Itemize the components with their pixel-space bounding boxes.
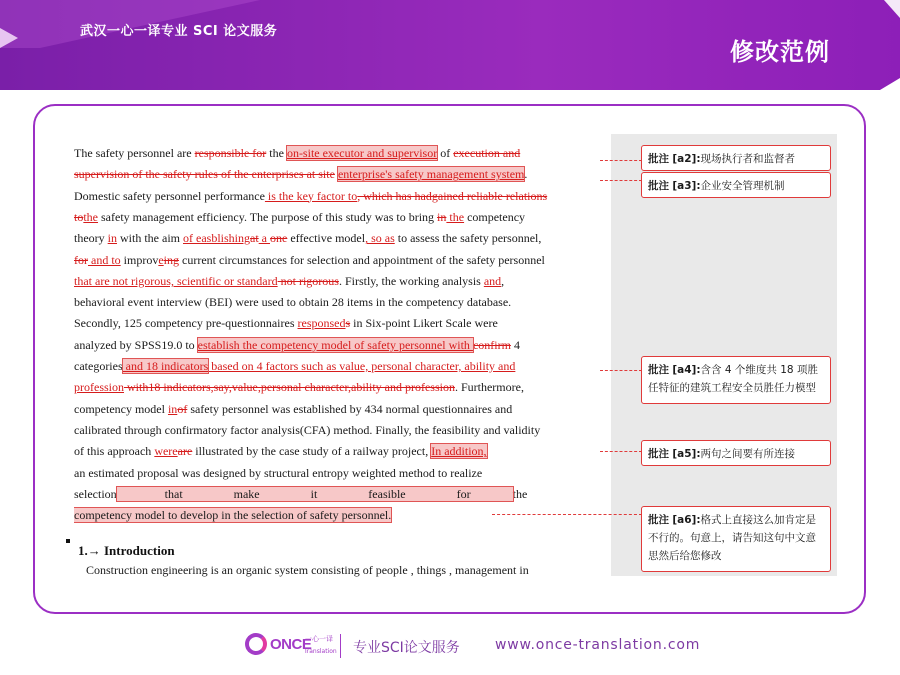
comment-leader (600, 160, 642, 161)
document-line (74, 229, 604, 247)
inserted-text: were (154, 444, 178, 459)
comment-a3[interactable] (641, 172, 831, 198)
logo-text: ONCE (270, 636, 312, 653)
logo-subtitle: Translation (304, 648, 337, 655)
comment-a5[interactable] (641, 440, 831, 466)
document-body (72, 136, 612, 522)
document-line (74, 165, 604, 183)
body-text: Secondly, 125 competency pre-questionnaires (74, 316, 298, 331)
document-line (74, 506, 604, 524)
inserted-text: that make it feasible for (116, 486, 513, 501)
inserted-text: the (446, 209, 465, 224)
inserted-text: based on 4 factors such as value, personal character, ability and (208, 359, 516, 373)
document-line (74, 272, 604, 290)
body-text: . Firstly, the working analysis (338, 273, 484, 288)
deleted-text: one (270, 231, 288, 246)
inserted-text: , so as (365, 231, 395, 246)
document-line (74, 421, 604, 439)
comment-label: 批注 (648, 514, 669, 526)
deleted-text: ing (163, 252, 180, 267)
body-text: The safety personnel are (74, 146, 195, 160)
document-line (74, 251, 604, 269)
bullet-marker (66, 539, 70, 543)
body-text: 4 (510, 337, 520, 352)
comment-leader (600, 370, 642, 371)
body-text: , (501, 273, 505, 288)
inserted-text: establish the competency model of safety personnel with (197, 337, 473, 352)
body-text: current circumstances for selection and appointment of the safety personnel (179, 252, 545, 267)
comment-text: 两句之间要有所连接 (700, 448, 796, 460)
inserted-text: and 18 indicators (122, 359, 209, 373)
body-text: theory (74, 231, 108, 246)
deleted-text: at (250, 231, 259, 246)
deleted-text: not rigorous (277, 273, 339, 288)
body-text: . Furthermore, (454, 380, 524, 395)
body-text: illustrated by the case study of a railway project, (192, 444, 432, 459)
body-text: behavioral event interview (BEI) were used to obtain 28 items in the competency database. (74, 295, 512, 310)
document-line (74, 378, 604, 396)
comment-ref: [a4]: (672, 364, 701, 376)
document-line (74, 357, 604, 375)
inserted-text: responsed (297, 316, 346, 331)
document-line (74, 442, 604, 460)
inserted-text: of easblishing (183, 231, 250, 246)
inserted-text: that are not rigorous, scientific or standard (74, 273, 278, 288)
body-text: improv (120, 252, 159, 267)
section-heading: 1.→ Introduction (78, 543, 175, 558)
deleted-text: in (437, 209, 447, 224)
body-text: Domestic safety personnel performance (74, 188, 265, 203)
body-text: of (437, 146, 454, 160)
comment-label: 批注 (648, 364, 669, 376)
document-line (74, 187, 604, 205)
comment-text: 现场执行者和监督者 (700, 153, 796, 165)
body-text: . (524, 167, 528, 182)
section-intro-text: Construction engineering is an organic system consisting of people , things , management in (86, 563, 529, 577)
body-text: selection (74, 486, 117, 501)
inserted-text: on-site executor and supervisor (286, 146, 438, 160)
inserted-text: In addition, (431, 444, 487, 459)
logo-icon (245, 633, 267, 655)
body-text: safety personnel was established by 434 normal questionnaires and (187, 401, 513, 416)
inserted-text: and (483, 273, 502, 288)
deleted-text: , which has hadgained reliable relations (357, 188, 548, 203)
document-line (74, 400, 604, 418)
deleted-text: to (74, 209, 84, 224)
document-line (74, 144, 604, 162)
comment-leader (600, 180, 642, 181)
inserted-text: the (83, 209, 99, 224)
comment-text: 格式上直接这么加肯定是不行的。句意上，请告知这句中文意思然后给您修改 (648, 514, 817, 562)
document-line (74, 485, 604, 503)
comment-ref: [a5]: (672, 448, 701, 460)
comment-a6[interactable] (641, 506, 831, 572)
body-text: effective model (287, 231, 366, 246)
inserted-text: is the key factor to (264, 188, 358, 203)
body-text: analyzed by SPSS19.0 to (74, 337, 198, 352)
body-text: an estimated proposal was designed by structural entropy weighted method to realize (74, 465, 483, 480)
document-line (74, 336, 604, 354)
body-text: with the aim (117, 231, 183, 246)
document-line (74, 464, 604, 482)
inserted-text: competency model to develop in the selection of safety personnel. (74, 508, 392, 523)
comment-label: 批注 (648, 180, 669, 192)
deleted-text: are (177, 444, 193, 459)
document-line (74, 208, 604, 226)
body-text: the (512, 486, 528, 501)
comment-ref: [a3]: (672, 180, 701, 192)
inserted-text: and to (88, 252, 121, 267)
header-banner (0, 0, 900, 92)
body-text: in Six-point Likert Scale were (350, 316, 498, 331)
deleted-text: s (345, 316, 351, 331)
deleted-text: for (74, 252, 88, 267)
body-text: calibrated through confirmatory factor analysis(CFA) method. Finally, the feasibility and validity (74, 422, 541, 437)
comment-leader (492, 514, 642, 515)
comment-a4[interactable] (641, 356, 831, 404)
deleted-text: confirm (472, 337, 511, 352)
document-line (74, 314, 604, 332)
body-text: to assess the safety personnel, (394, 231, 542, 246)
body-text: safety management efficiency. The purpose of this study was to bring (98, 209, 438, 224)
comment-ref: [a2]: (672, 153, 701, 165)
footer-url[interactable]: www.once-translation.com (495, 637, 701, 653)
comment-label: 批注 (648, 448, 669, 460)
body-text: the (266, 146, 287, 160)
inserted-text: a (258, 231, 270, 246)
comment-text: 含含 4 个维度共 18 项胜任特征的建筑工程安全员胜任力模型 (648, 364, 818, 394)
deleted-text: supervision of the safety rules of the enterprises at site (74, 167, 335, 182)
comment-label: 批注 (648, 153, 669, 165)
comment-text: 企业安全管理机制 (700, 180, 785, 192)
comment-ref: [a6]: (672, 514, 701, 526)
deleted-text: responsible for (194, 146, 267, 160)
body-text: competency model (74, 401, 168, 416)
inserted-text: in (167, 401, 178, 416)
document-line (74, 293, 604, 311)
inserted-text: enterprise's safety management system (337, 167, 525, 182)
comment-a2[interactable] (641, 145, 831, 171)
brand-name: 武汉一心一译专业 SCI 论文服务 (80, 24, 278, 39)
footer-divider (340, 634, 341, 658)
inserted-text: profession (74, 380, 124, 395)
footer-service: 专业SCI论文服务 (353, 640, 460, 656)
body-text: of this approach (74, 444, 155, 459)
inserted-text: in (107, 231, 117, 246)
slide-title: 修改范例 (730, 38, 830, 66)
logo-chinese: 一心一译 (305, 635, 333, 643)
deleted-text: with18 indicators,say,value,personal character,ability and profession (124, 380, 455, 395)
body-text: competency (464, 209, 526, 224)
body-text: categories (74, 359, 123, 373)
deleted-text: execution and (453, 146, 521, 160)
deleted-text: of (177, 401, 188, 416)
comment-leader (600, 451, 642, 452)
inserted-text: e (158, 252, 164, 267)
